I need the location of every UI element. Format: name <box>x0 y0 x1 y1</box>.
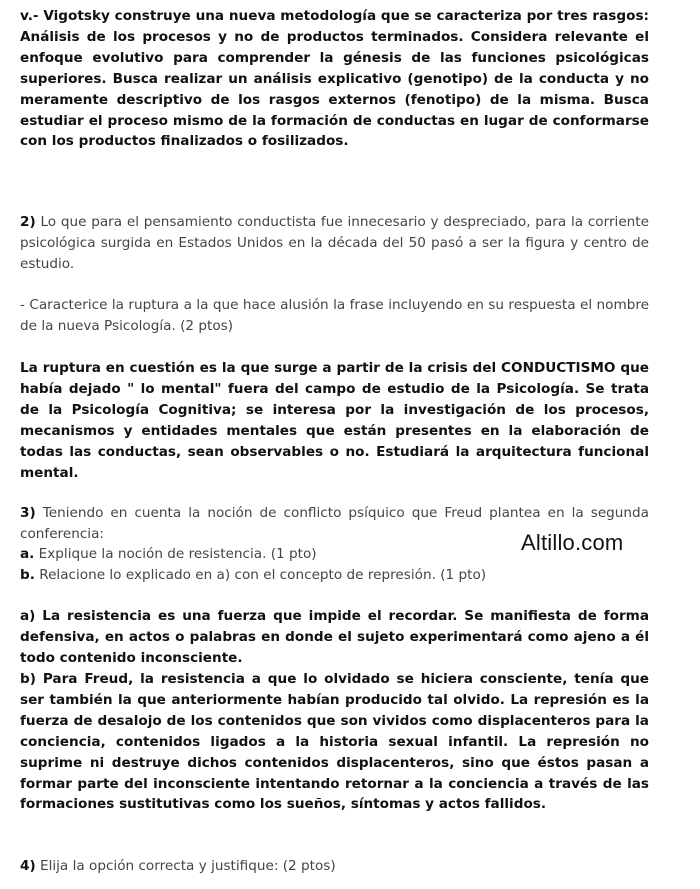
answer-3a: a) La resistencia es una fuerza que impide el recordar. Se manifiesta de forma defensiva, en actos o palabras en donde el sujeto experimentará como ajeno a él todo contenido inconsciente. <box>20 608 649 666</box>
question-2 <box>20 212 649 275</box>
watermark-logo: Altillo.com <box>521 530 624 555</box>
question-3-item-b <box>20 565 649 586</box>
item-a-label: a. <box>20 546 35 562</box>
question-3-text: Teniendo en cuenta la noción de conflicto psíquico que Freud plantea en la segunda conferencia: <box>20 505 650 542</box>
question-2-number: 2) <box>20 214 36 230</box>
item-b-text: Relacione lo explicado en a) con el concepto de represión. (1 pto) <box>39 567 487 583</box>
intro-text: Vigotsky construye una nueva metodología que se caracteriza por tres rasgos: Análisis de los procesos y no de productos terminados. Considera relevante el enfoque evolutivo para comprender la génesis de las funciones psicológicas superiores. Busca realizar un análisis explicativo (genotipo) de la conducta y no meramente descriptivo de los rasgos externos (fenotipo) de la misma. Busca estudiar el proceso mismo de la formación de conductas en lugar de conformarse con los productos finalizados o fosilizados. <box>20 8 649 150</box>
intro-label: v.- <box>20 8 39 24</box>
question-3-number: 3) <box>20 505 36 521</box>
answer-2-after: que había dejado " lo mental" fuera del campo de estudio de la Psicología. Se trata de la Psicología Cognitiva; se interesa por la investigación de los procesos, mecanismos y entidades mentales que están presentes en la elaboración de todas las conductas, sean observables o no. Estudiará la arquitectura funcional mental. <box>20 360 649 481</box>
question-4-text: Elija la opción correcta y justifique: (2 ptos) <box>40 858 336 874</box>
question-4 <box>20 856 649 877</box>
question-2-answer <box>20 358 649 483</box>
answer-2-before: La ruptura en cuestión es la que surge a partir de la crisis del <box>20 360 497 376</box>
item-b-label: b. <box>20 567 35 583</box>
question-2-text: Lo que para el pensamiento conductista fue innecesario y despreciado, para la corriente psicológica surgida en Estados Unidos en la década del 50 pasó a ser la figura y centro de estudio. <box>20 214 649 272</box>
question-2-instruction: - Caracterice la ruptura a la que hace alusión la frase incluyendo en su respuesta el nombre de la nueva Psicología. (2 ptos) <box>20 297 649 334</box>
answer-2-emphasis: CONDUCTISMO <box>501 360 616 376</box>
intro-paragraph <box>20 6 649 152</box>
item-a-text: Explique la noción de resistencia. (1 pto) <box>38 546 317 562</box>
question-4-number: 4) <box>20 858 36 874</box>
answer-3b: b) Para Freud, la resistencia a que lo olvidado se hiciera consciente, tenía que ser también la que anteriormente habían producido tal olvido. La represión es la fuerza de desalojo de los contenidos que son vividos como displacenteros para la conciencia, contenidos ligados a la historia sexual infantil. La represión no suprime ni destruye dichos contenidos displacenteros, sino que éstos pasan a formar parte del inconsciente intentando retornar a la conciencia a través de las formaciones sustitutivas como los sueños, síntomas y actos fallidos. <box>20 671 649 813</box>
